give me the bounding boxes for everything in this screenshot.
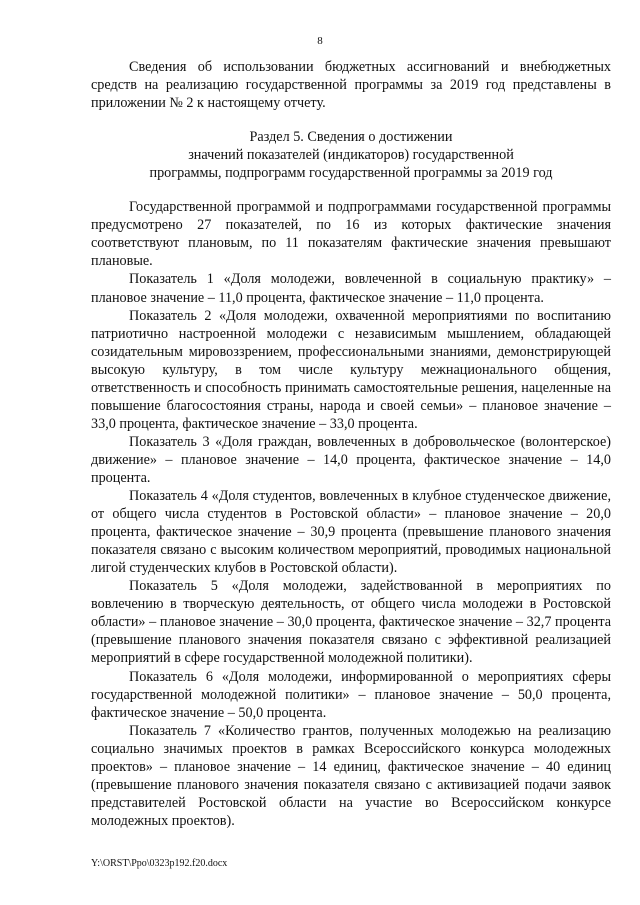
paragraph-indicator-3: Показатель 3 «Доля граждан, вовлеченных в добровольческое (волонтерское) движение» – плановое значение – 14,0 процента, фактическое значение – 14,0 процента. <box>91 433 611 486</box>
paragraph-indicator-2: Показатель 2 «Доля молодежи, охваченной мероприятиями по воспитанию патриотично настроенной молодежи с независимым мышлением, обладающей созидательным мировоззрением, профессиональными знаниями, демонстрирующей высокую культуру, в том числе культуру межнационального общения, ответственность и способность принимать самостоятельные решения, нацеленные на повышение благосостояния страны, народа и своей семьи» – плановое значение – 33,0 процента, фактическое значение – 33,0 процента. <box>91 307 611 432</box>
paragraph-indicator-5: Показатель 5 «Доля молодежи, задействованной в мероприятиях по вовлечению в творческую деятельность, от общего числа молодежи в Ростовской области» – плановое значение – 30,0 процента, фактическое значение – 32,7 процента (превышение планового значения показателя связано с эффективной реализацией мероприятий в сфере государственной молодежной политики). <box>91 578 611 667</box>
paragraph-indicator-4: Показатель 4 «Доля студентов, вовлеченных в клубное студенческое движение, от общего числа студентов в Ростовской области» – плановое значение – 20,0 процента, фактическое значение – 30,9 процента (превышение планового значения показателя связано с высоким количеством мероприятий, проводимых национальной лигой студенческих клубов в Ростовской области). <box>91 488 611 577</box>
paragraph-indicator-1: Показатель 1 «Доля молодежи, вовлеченной в социальную практику» – плановое значение – 11,0 процента, фактическое значение – 11,0 процента. <box>91 271 611 306</box>
paragraph-summary: Государственной программой и подпрограммами государственной программы предусмотрено 27 показателей, по 16 из которых фактические значения соответствуют плановым, по 11 показателям фактические значения превышают плановые. <box>91 199 611 270</box>
paragraph-indicator-7: Показатель 7 «Количество грантов, полученных молодежью на реализацию социально значимых проектов в рамках Всероссийского конкурса молодежных проектов» – плановое значение – 14 единиц, фактическое значение – 40 единиц (превышение планового значения показателя связано с активизацией подачи заявок представителей Ростовской области на участие во Всероссийском конкурсе молодежных проектов). <box>91 722 611 829</box>
page-number: 8 <box>317 35 323 47</box>
section-heading-line-2: значений показателей (индикаторов) государственной <box>188 147 514 164</box>
document-body <box>91 58 611 830</box>
section-heading <box>91 128 611 182</box>
file-path-footer: Y:\ORST\Ppo\0323p192.f20.docx <box>91 858 228 869</box>
section-heading-line-3: программы, подпрограмм государственной программы за 2019 год <box>149 165 553 182</box>
intro-paragraph: Сведения об использовании бюджетных ассигнований и внебюджетных средств на реализацию государственной программы за 2019 год представлены в приложении № 2 к настоящему отчету. <box>91 59 611 112</box>
section-heading-line-1: Раздел 5. Сведения о достижении <box>249 129 453 146</box>
paragraph-indicator-6: Показатель 6 «Доля молодежи, информированной о мероприятиях сферы государственной молодежной политики» – плановое значение – 50,0 процента, фактическое значение – 50,0 процента. <box>91 668 611 721</box>
